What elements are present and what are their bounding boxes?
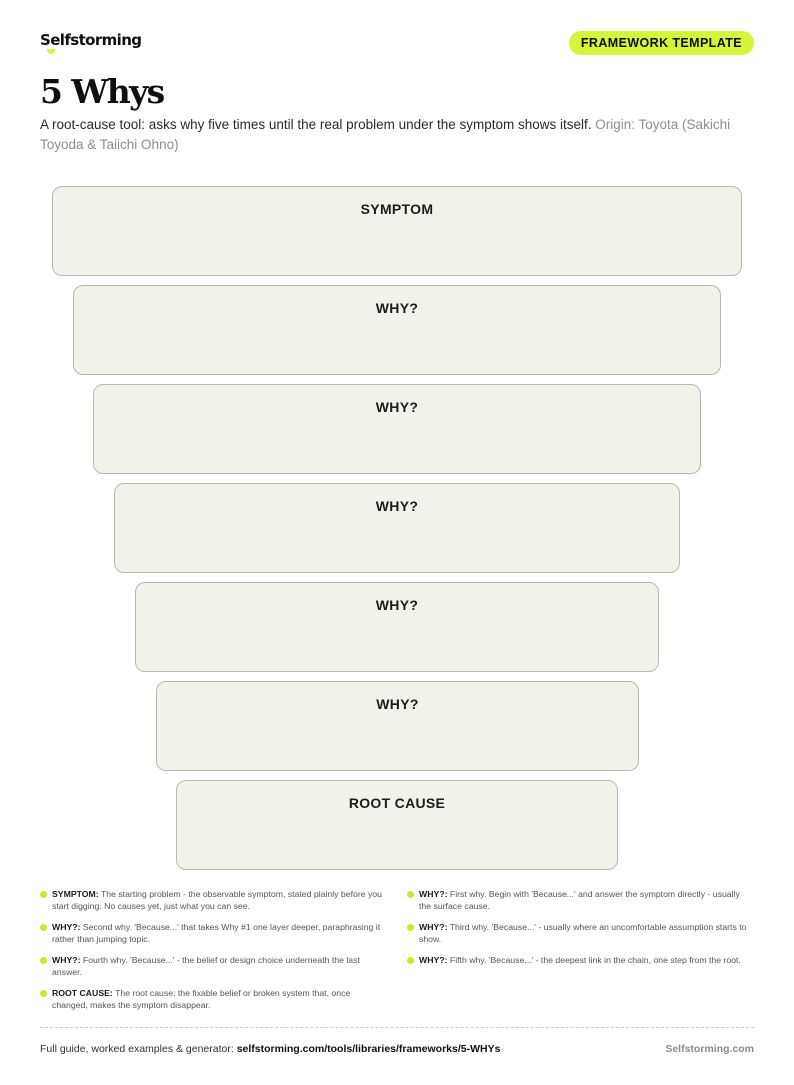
legend-term: WHY?: <box>419 955 448 965</box>
footer-guide <box>40 1043 500 1055</box>
why-box-5[interactable] <box>156 681 639 771</box>
legend-text: Fifth why. 'Because...' - the deepest link in the chain, one step from the root. <box>449 955 741 965</box>
legend-text: Second why. 'Because...' that takes Why #1 one layer deeper, paraphrasing it rather than jumping topic. <box>52 922 381 944</box>
footer-brand-link[interactable]: Selfstorming.com <box>665 1043 754 1055</box>
symptom-box[interactable] <box>52 186 742 276</box>
root-cause-box[interactable] <box>176 780 618 870</box>
subtitle-origin: Origin: Toyota (Sakichi Toyoda & Taiichi Ohno) <box>40 117 731 152</box>
legend-text: The root cause: the fixable belief or broken system that, once changed, makes the symptom disappear. <box>52 988 351 1010</box>
legend-item <box>407 921 752 945</box>
legend-item <box>40 987 385 1011</box>
page-title: 5 Whys <box>40 72 164 111</box>
footer-prefix: Full guide, worked examples & generator: <box>40 1043 234 1055</box>
bullet-dot-icon <box>40 924 47 931</box>
legend-term: ROOT CAUSE: <box>52 988 113 998</box>
legend-item <box>407 954 752 966</box>
legend-text: Fourth why. 'Because...' - the belief or design choice underneath the last answer. <box>52 955 360 977</box>
legend-text: Third why. 'Because...' - usually where an uncomfortable assumption starts to show. <box>419 922 747 944</box>
why-box-4[interactable] <box>135 582 659 672</box>
bullet-dot-icon <box>40 891 47 898</box>
box-label: WHY? <box>375 300 419 316</box>
box-label: SYMPTOM <box>360 201 434 217</box>
legend-term: SYMPTOM: <box>52 889 99 899</box>
box-label: WHY? <box>375 399 419 415</box>
bullet-dot-icon <box>40 990 47 997</box>
legend-item <box>40 888 385 912</box>
box-label: WHY? <box>376 696 419 712</box>
bullet-dot-icon <box>40 957 47 964</box>
why-box-1[interactable] <box>73 285 721 375</box>
legend-term: WHY?: <box>419 889 448 899</box>
legend-term: WHY?: <box>52 955 81 965</box>
box-label: ROOT CAUSE <box>348 795 446 811</box>
box-label: WHY? <box>375 597 419 613</box>
bullet-dot-icon <box>407 891 414 898</box>
legend-term: WHY?: <box>52 922 81 932</box>
legend-item <box>40 954 385 978</box>
box-label: WHY? <box>375 498 419 514</box>
page-subtitle <box>40 115 754 155</box>
logo-bulb-icon <box>47 49 55 54</box>
legend-item <box>40 921 385 945</box>
footer-guide-link[interactable]: selfstorming.com/tools/libraries/frameworks/5-WHYs <box>236 1043 501 1055</box>
legend-left-column <box>40 888 385 1020</box>
footer-divider <box>40 1027 754 1028</box>
why-box-2[interactable] <box>93 384 701 474</box>
bullet-dot-icon <box>407 924 414 931</box>
bullet-dot-icon <box>407 957 414 964</box>
why-box-3[interactable] <box>114 483 680 573</box>
legend-right-column <box>407 888 752 975</box>
subtitle-text: A root-cause tool: asks why five times until the real problem under the symptom shows itself. <box>40 117 592 132</box>
legend-item <box>407 888 752 912</box>
framework-badge: FRAMEWORK TEMPLATE <box>569 31 754 55</box>
brand-logo: Selfstorming <box>40 31 142 49</box>
legend-text: First why. Begin with 'Because...' and answer the symptom directly - usually the surface cause. <box>419 889 740 911</box>
legend-term: WHY?: <box>419 922 448 932</box>
legend-text: The starting problem - the observable symptom, stated plainly before you start digging. No causes yet, just what you can see. <box>52 889 382 911</box>
